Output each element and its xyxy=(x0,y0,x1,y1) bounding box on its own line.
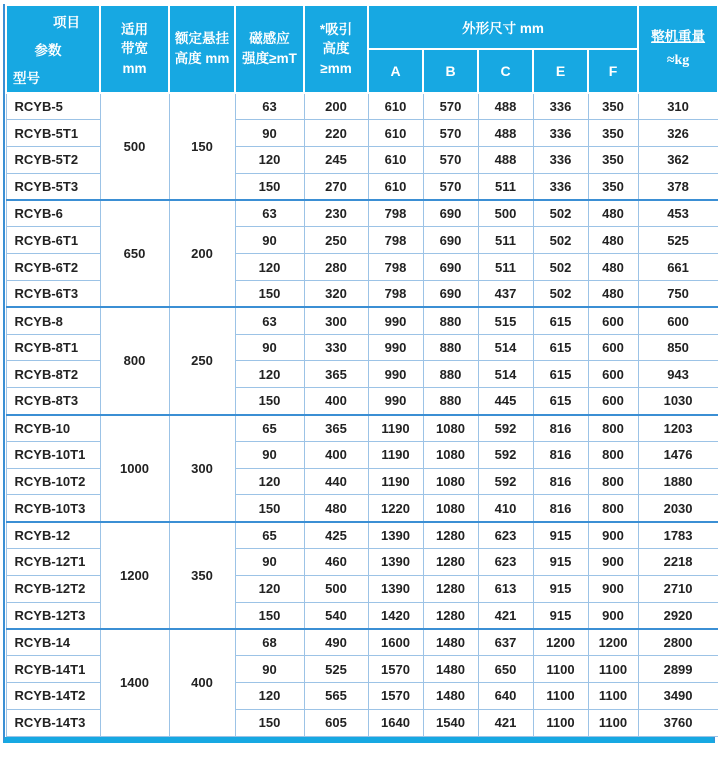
dimension-cell: 900 xyxy=(588,549,638,576)
model-cell: RCYB-10T1 xyxy=(6,441,100,468)
dimension-cell: 502 xyxy=(533,281,588,308)
model-cell: RCYB-6T1 xyxy=(6,227,100,254)
table-row xyxy=(6,629,718,656)
model-cell: RCYB-6T2 xyxy=(6,254,100,281)
magnetic-cell: 120 xyxy=(235,361,304,388)
dimension-cell: 915 xyxy=(533,522,588,549)
header-dim-c: C xyxy=(478,49,533,93)
dimension-cell: 816 xyxy=(533,468,588,495)
header-bandwidth-line: mm xyxy=(122,60,147,76)
dimension-cell: 816 xyxy=(533,441,588,468)
dimension-cell: 798 xyxy=(368,281,423,308)
magnetic-cell: 150 xyxy=(235,388,304,415)
magnetic-cell: 120 xyxy=(235,147,304,174)
dimension-cell: 798 xyxy=(368,200,423,227)
dimension-cell: 1100 xyxy=(533,656,588,683)
model-cell: RCYB-14T3 xyxy=(6,709,100,736)
height-cell: 300 xyxy=(169,415,235,522)
model-cell: RCYB-8T3 xyxy=(6,388,100,415)
header-attraction-line: ≥mm xyxy=(320,60,352,76)
dimension-cell: 570 xyxy=(423,93,478,120)
weight-cell: 943 xyxy=(638,361,718,388)
attraction-cell: 400 xyxy=(304,388,368,415)
dimension-cell: 990 xyxy=(368,388,423,415)
header-corner xyxy=(6,5,100,93)
attraction-cell: 490 xyxy=(304,629,368,656)
header-dimensions-group xyxy=(368,5,638,49)
dimension-cell: 798 xyxy=(368,254,423,281)
header-bandwidth-line: 带宽 xyxy=(121,41,148,57)
attraction-cell: 540 xyxy=(304,602,368,629)
dimension-cell: 610 xyxy=(368,147,423,174)
height-cell: 200 xyxy=(169,200,235,307)
attraction-cell: 230 xyxy=(304,200,368,227)
attraction-cell: 565 xyxy=(304,683,368,710)
dimension-cell: 514 xyxy=(478,334,533,361)
header-attraction-line: *吸引 xyxy=(319,21,353,37)
dimension-cell: 900 xyxy=(588,575,638,602)
table-row xyxy=(6,415,718,442)
header-height-line: 高度 mm xyxy=(174,51,230,66)
weight-cell: 453 xyxy=(638,200,718,227)
model-cell: RCYB-8 xyxy=(6,307,100,334)
dimension-cell: 900 xyxy=(588,602,638,629)
dimension-cell: 480 xyxy=(588,227,638,254)
dimension-cell: 1100 xyxy=(588,656,638,683)
model-cell: RCYB-12T1 xyxy=(6,549,100,576)
header-dim-e: E xyxy=(533,49,588,93)
model-cell: RCYB-10T2 xyxy=(6,468,100,495)
dimension-cell: 410 xyxy=(478,495,533,522)
dimension-cell: 800 xyxy=(588,441,638,468)
dimension-cell: 880 xyxy=(423,334,478,361)
dimension-cell: 816 xyxy=(533,415,588,442)
table-row xyxy=(6,307,718,334)
dimension-cell: 336 xyxy=(533,173,588,200)
header-height-line: 额定悬挂 xyxy=(175,31,229,47)
bandwidth-cell: 1200 xyxy=(100,522,169,629)
dimension-cell: 1080 xyxy=(423,468,478,495)
weight-cell: 600 xyxy=(638,307,718,334)
dimension-cell: 1480 xyxy=(423,629,478,656)
dimension-cell: 915 xyxy=(533,602,588,629)
dimension-cell: 1100 xyxy=(533,683,588,710)
dimension-cell: 445 xyxy=(478,388,533,415)
model-cell: RCYB-8T2 xyxy=(6,361,100,388)
magnetic-cell: 65 xyxy=(235,522,304,549)
dimension-cell: 1390 xyxy=(368,522,423,549)
weight-cell: 750 xyxy=(638,281,718,308)
dimension-cell: 336 xyxy=(533,93,588,120)
dimension-cell: 1600 xyxy=(368,629,423,656)
attraction-cell: 525 xyxy=(304,656,368,683)
weight-cell: 378 xyxy=(638,173,718,200)
attraction-cell: 270 xyxy=(304,173,368,200)
attraction-cell: 200 xyxy=(304,93,368,120)
dimension-cell: 1080 xyxy=(423,415,478,442)
dimension-cell: 800 xyxy=(588,415,638,442)
dimension-cell: 600 xyxy=(588,334,638,361)
header-weight xyxy=(638,5,718,93)
header-row-top xyxy=(6,5,718,49)
bandwidth-cell: 1400 xyxy=(100,629,169,736)
dimension-cell: 610 xyxy=(368,173,423,200)
magnetic-cell: 90 xyxy=(235,549,304,576)
spec-table-container xyxy=(3,4,715,743)
dimension-cell: 480 xyxy=(588,281,638,308)
header-magnetic-line: 强度≥mT xyxy=(242,51,297,66)
weight-cell: 2800 xyxy=(638,629,718,656)
dimension-cell: 800 xyxy=(588,468,638,495)
table-header xyxy=(6,5,718,93)
model-cell: RCYB-14 xyxy=(6,629,100,656)
magnetic-cell: 90 xyxy=(235,120,304,147)
dimension-cell: 480 xyxy=(588,200,638,227)
weight-cell: 850 xyxy=(638,334,718,361)
model-cell: RCYB-10T3 xyxy=(6,495,100,522)
dimension-cell: 1280 xyxy=(423,522,478,549)
header-weight-line: 整机重量 xyxy=(651,29,706,45)
model-cell: RCYB-12 xyxy=(6,522,100,549)
dimension-cell: 421 xyxy=(478,709,533,736)
dimension-cell: 592 xyxy=(478,468,533,495)
dimension-cell: 336 xyxy=(533,147,588,174)
bandwidth-cell: 1000 xyxy=(100,415,169,522)
dimension-cell: 570 xyxy=(423,120,478,147)
dimension-cell: 1220 xyxy=(368,495,423,522)
attraction-cell: 300 xyxy=(304,307,368,334)
weight-cell: 1783 xyxy=(638,522,718,549)
dimension-cell: 990 xyxy=(368,334,423,361)
weight-cell: 2899 xyxy=(638,656,718,683)
header-bandwidth xyxy=(100,5,169,93)
dimension-cell: 1200 xyxy=(533,629,588,656)
magnetic-cell: 150 xyxy=(235,173,304,200)
magnetic-cell: 63 xyxy=(235,307,304,334)
dimension-cell: 610 xyxy=(368,93,423,120)
header-corner-model-label: 型号 xyxy=(13,71,40,86)
dimension-cell: 1570 xyxy=(368,683,423,710)
weight-cell: 3760 xyxy=(638,709,718,736)
weight-cell: 525 xyxy=(638,227,718,254)
dimension-cell: 592 xyxy=(478,441,533,468)
dimension-cell: 1480 xyxy=(423,683,478,710)
dimension-cell: 480 xyxy=(588,254,638,281)
attraction-cell: 425 xyxy=(304,522,368,549)
dimension-cell: 511 xyxy=(478,227,533,254)
model-cell: RCYB-5 xyxy=(6,93,100,120)
dimension-cell: 570 xyxy=(423,147,478,174)
header-corner-param-label: 参数 xyxy=(34,43,62,58)
dimension-cell: 990 xyxy=(368,361,423,388)
weight-cell: 2920 xyxy=(638,602,718,629)
weight-cell: 661 xyxy=(638,254,718,281)
dimension-cell: 421 xyxy=(478,602,533,629)
magnetic-cell: 68 xyxy=(235,629,304,656)
dimension-cell: 690 xyxy=(423,281,478,308)
dimension-cell: 690 xyxy=(423,227,478,254)
weight-cell: 3490 xyxy=(638,683,718,710)
model-cell: RCYB-12T3 xyxy=(6,602,100,629)
model-cell: RCYB-5T3 xyxy=(6,173,100,200)
spec-table-body xyxy=(6,93,718,736)
dimension-cell: 690 xyxy=(423,254,478,281)
model-cell: RCYB-6 xyxy=(6,200,100,227)
dimension-cell: 350 xyxy=(588,120,638,147)
dimension-cell: 488 xyxy=(478,93,533,120)
dimension-cell: 502 xyxy=(533,254,588,281)
dimension-cell: 600 xyxy=(588,361,638,388)
weight-cell: 310 xyxy=(638,93,718,120)
dimension-cell: 880 xyxy=(423,307,478,334)
dimension-cell: 650 xyxy=(478,656,533,683)
dimension-cell: 1280 xyxy=(423,549,478,576)
magnetic-cell: 65 xyxy=(235,415,304,442)
table-row xyxy=(6,522,718,549)
dimension-cell: 515 xyxy=(478,307,533,334)
dimension-cell: 600 xyxy=(588,307,638,334)
attraction-cell: 500 xyxy=(304,575,368,602)
model-cell: RCYB-14T1 xyxy=(6,656,100,683)
header-magnetic-line: 磁感应 xyxy=(249,31,290,47)
magnetic-cell: 150 xyxy=(235,495,304,522)
dimension-cell: 640 xyxy=(478,683,533,710)
magnetic-cell: 63 xyxy=(235,200,304,227)
dimension-cell: 437 xyxy=(478,281,533,308)
dimension-cell: 880 xyxy=(423,388,478,415)
dimension-cell: 690 xyxy=(423,200,478,227)
height-cell: 250 xyxy=(169,307,235,414)
attraction-cell: 400 xyxy=(304,441,368,468)
model-cell: RCYB-6T3 xyxy=(6,281,100,308)
dimension-cell: 350 xyxy=(588,147,638,174)
dimension-cell: 615 xyxy=(533,388,588,415)
height-cell: 150 xyxy=(169,93,235,200)
dimension-cell: 1080 xyxy=(423,441,478,468)
header-bandwidth-line: 适用 xyxy=(121,21,148,37)
dimension-cell: 1390 xyxy=(368,549,423,576)
dimension-cell: 915 xyxy=(533,575,588,602)
weight-cell: 2030 xyxy=(638,495,718,522)
dimension-cell: 1080 xyxy=(423,495,478,522)
model-cell: RCYB-10 xyxy=(6,415,100,442)
dimension-cell: 1640 xyxy=(368,709,423,736)
magnetic-cell: 90 xyxy=(235,334,304,361)
dimension-cell: 1280 xyxy=(423,575,478,602)
model-cell: RCYB-8T1 xyxy=(6,334,100,361)
dimension-cell: 1190 xyxy=(368,441,423,468)
dimension-cell: 1100 xyxy=(588,709,638,736)
dimension-cell: 615 xyxy=(533,361,588,388)
dimension-cell: 514 xyxy=(478,361,533,388)
dimension-cell: 623 xyxy=(478,522,533,549)
header-weight-unit: ≈kg xyxy=(666,52,690,68)
model-cell: RCYB-5T2 xyxy=(6,147,100,174)
attraction-cell: 330 xyxy=(304,334,368,361)
dimension-cell: 488 xyxy=(478,147,533,174)
header-magnetic-induction xyxy=(235,5,304,93)
header-dim-a: A xyxy=(368,49,423,93)
header-attraction-height xyxy=(304,5,368,93)
dimension-cell: 1190 xyxy=(368,468,423,495)
bandwidth-cell: 650 xyxy=(100,200,169,307)
attraction-cell: 320 xyxy=(304,281,368,308)
table-row xyxy=(6,93,718,120)
dimension-cell: 798 xyxy=(368,227,423,254)
header-dimensions-label: 外形尺寸 mm xyxy=(462,21,544,36)
magnetic-cell: 150 xyxy=(235,281,304,308)
dimension-cell: 623 xyxy=(478,549,533,576)
dimension-cell: 800 xyxy=(588,495,638,522)
magnetic-cell: 63 xyxy=(235,93,304,120)
attraction-cell: 365 xyxy=(304,415,368,442)
magnetic-cell: 90 xyxy=(235,227,304,254)
dimension-cell: 1100 xyxy=(588,683,638,710)
dimension-cell: 570 xyxy=(423,173,478,200)
dimension-cell: 990 xyxy=(368,307,423,334)
weight-cell: 2218 xyxy=(638,549,718,576)
dimension-cell: 915 xyxy=(533,549,588,576)
attraction-cell: 250 xyxy=(304,227,368,254)
table-row xyxy=(6,200,718,227)
header-attraction-line: 高度 xyxy=(322,41,350,57)
dimension-cell: 488 xyxy=(478,120,533,147)
weight-cell: 1030 xyxy=(638,388,718,415)
dimension-cell: 600 xyxy=(588,388,638,415)
magnetic-cell: 90 xyxy=(235,441,304,468)
header-corner-box xyxy=(8,9,98,89)
dimension-cell: 336 xyxy=(533,120,588,147)
magnetic-cell: 120 xyxy=(235,575,304,602)
attraction-cell: 460 xyxy=(304,549,368,576)
header-dim-b: B xyxy=(423,49,478,93)
dimension-cell: 502 xyxy=(533,227,588,254)
dimension-cell: 615 xyxy=(533,307,588,334)
dimension-cell: 610 xyxy=(368,120,423,147)
attraction-cell: 280 xyxy=(304,254,368,281)
dimension-cell: 592 xyxy=(478,415,533,442)
attraction-cell: 605 xyxy=(304,709,368,736)
attraction-cell: 245 xyxy=(304,147,368,174)
dimension-cell: 900 xyxy=(588,522,638,549)
magnetic-cell: 120 xyxy=(235,683,304,710)
weight-cell: 1880 xyxy=(638,468,718,495)
dimension-cell: 350 xyxy=(588,173,638,200)
magnetic-cell: 120 xyxy=(235,468,304,495)
height-cell: 350 xyxy=(169,522,235,629)
spec-table xyxy=(5,4,718,737)
header-suspension-height xyxy=(169,5,235,93)
dimension-cell: 350 xyxy=(588,93,638,120)
dimension-cell: 1190 xyxy=(368,415,423,442)
weight-cell: 1476 xyxy=(638,441,718,468)
dimension-cell: 511 xyxy=(478,173,533,200)
dimension-cell: 613 xyxy=(478,575,533,602)
dimension-cell: 502 xyxy=(533,200,588,227)
dimension-cell: 880 xyxy=(423,361,478,388)
dimension-cell: 1200 xyxy=(588,629,638,656)
weight-cell: 2710 xyxy=(638,575,718,602)
dimension-cell: 1540 xyxy=(423,709,478,736)
model-cell: RCYB-14T2 xyxy=(6,683,100,710)
magnetic-cell: 120 xyxy=(235,254,304,281)
attraction-cell: 480 xyxy=(304,495,368,522)
attraction-cell: 440 xyxy=(304,468,368,495)
dimension-cell: 615 xyxy=(533,334,588,361)
dimension-cell: 637 xyxy=(478,629,533,656)
header-corner-item-label: 项目 xyxy=(53,15,80,30)
bandwidth-cell: 800 xyxy=(100,307,169,414)
dimension-cell: 1480 xyxy=(423,656,478,683)
dimension-cell: 500 xyxy=(478,200,533,227)
attraction-cell: 220 xyxy=(304,120,368,147)
magnetic-cell: 90 xyxy=(235,656,304,683)
height-cell: 400 xyxy=(169,629,235,736)
magnetic-cell: 150 xyxy=(235,709,304,736)
dimension-cell: 1390 xyxy=(368,575,423,602)
dimension-cell: 1420 xyxy=(368,602,423,629)
bandwidth-cell: 500 xyxy=(100,93,169,200)
header-dim-f: F xyxy=(588,49,638,93)
dimension-cell: 1280 xyxy=(423,602,478,629)
model-cell: RCYB-5T1 xyxy=(6,120,100,147)
magnetic-cell: 150 xyxy=(235,602,304,629)
weight-cell: 1203 xyxy=(638,415,718,442)
dimension-cell: 511 xyxy=(478,254,533,281)
weight-cell: 326 xyxy=(638,120,718,147)
dimension-cell: 816 xyxy=(533,495,588,522)
attraction-cell: 365 xyxy=(304,361,368,388)
weight-cell: 362 xyxy=(638,147,718,174)
dimension-cell: 1100 xyxy=(533,709,588,736)
dimension-cell: 1570 xyxy=(368,656,423,683)
model-cell: RCYB-12T2 xyxy=(6,575,100,602)
